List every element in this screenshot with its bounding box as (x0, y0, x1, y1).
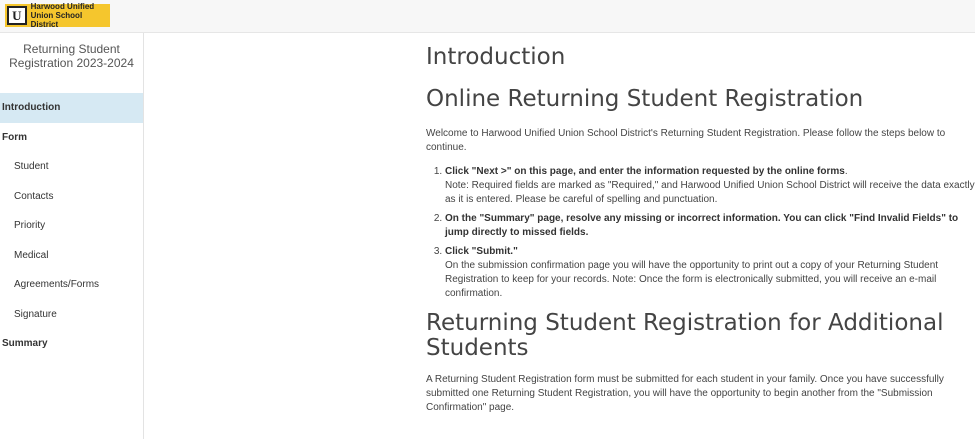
logo-line-1: Harwood Unified (30, 2, 95, 11)
sidebar-nav (0, 93, 143, 359)
step-2-title: On the "Summary" page, resolve any missing or incorrect information. You can click "Find Invalid Fields" to jump directly to missed fields. (445, 213, 959, 238)
sidebar-item-medical[interactable]: Medical (14, 249, 49, 261)
sidebar-item-summary[interactable]: Summary (2, 338, 48, 349)
sidebar-item-introduction[interactable]: Introduction (0, 93, 143, 123)
sidebar-title-line-1: Returning Student (23, 42, 120, 56)
welcome-text: Welcome to Harwood Unified Union School District's Returning Student Registration. Please follow the steps below to continue. (426, 128, 946, 153)
sidebar-item-signature[interactable]: Signature (14, 308, 57, 320)
step-3-detail: On the submission confirmation page you will have the opportunity to print out a copy of your Returning Student Registration to keep for your records. Note: Once the form is electronically submitted, you will receive an e-mail confirmation. (445, 260, 939, 299)
step-1-detail: Note: Required fields are marked as "Required," and Harwood Unified Union School District will receive the data exactly as it is entered. Please be careful of spelling and punctuation. (445, 180, 975, 205)
sidebar-item-student[interactable]: Student (14, 161, 49, 172)
district-logo[interactable] (5, 4, 110, 27)
additional-students-text: A Returning Student Registration form must be submitted for each student in your family. Once you have successfully submitted one Returning Student Registration, you will have the opportunity to begin another from the "Submission Confirmation" page. (426, 374, 944, 413)
step-item (445, 212, 975, 240)
district-logo-text (31, 2, 110, 29)
logo-line-2: Union School District (30, 11, 83, 29)
sidebar-item-contacts[interactable]: Contacts (14, 190, 54, 202)
sidebar-item-agreements-forms[interactable]: Agreements/Forms (14, 279, 100, 290)
step-1-title: Click "Next >" on this page, and enter the information requested by the online forms (445, 166, 845, 177)
main-content (426, 33, 975, 439)
district-logo-mark: U (7, 6, 27, 25)
page-title: Introduction (426, 44, 566, 70)
sidebar-title-line-2: Registration 2023-2024 (9, 56, 134, 70)
step-3-title: Click "Submit." (445, 246, 518, 257)
sidebar-item-priority[interactable]: Priority (14, 220, 46, 231)
sidebar (0, 33, 144, 439)
sidebar-title (0, 33, 143, 93)
sidebar-item-form[interactable]: Form (2, 131, 27, 143)
section-heading-online: Online Returning Student Registration (426, 86, 864, 112)
top-bar (0, 0, 975, 33)
section-heading-additional: Returning Student Registration for Additional Students (426, 310, 944, 361)
step-1-title-suffix: . (844, 166, 848, 177)
step-item (445, 245, 975, 301)
steps-list (426, 165, 975, 301)
step-item (445, 165, 975, 207)
